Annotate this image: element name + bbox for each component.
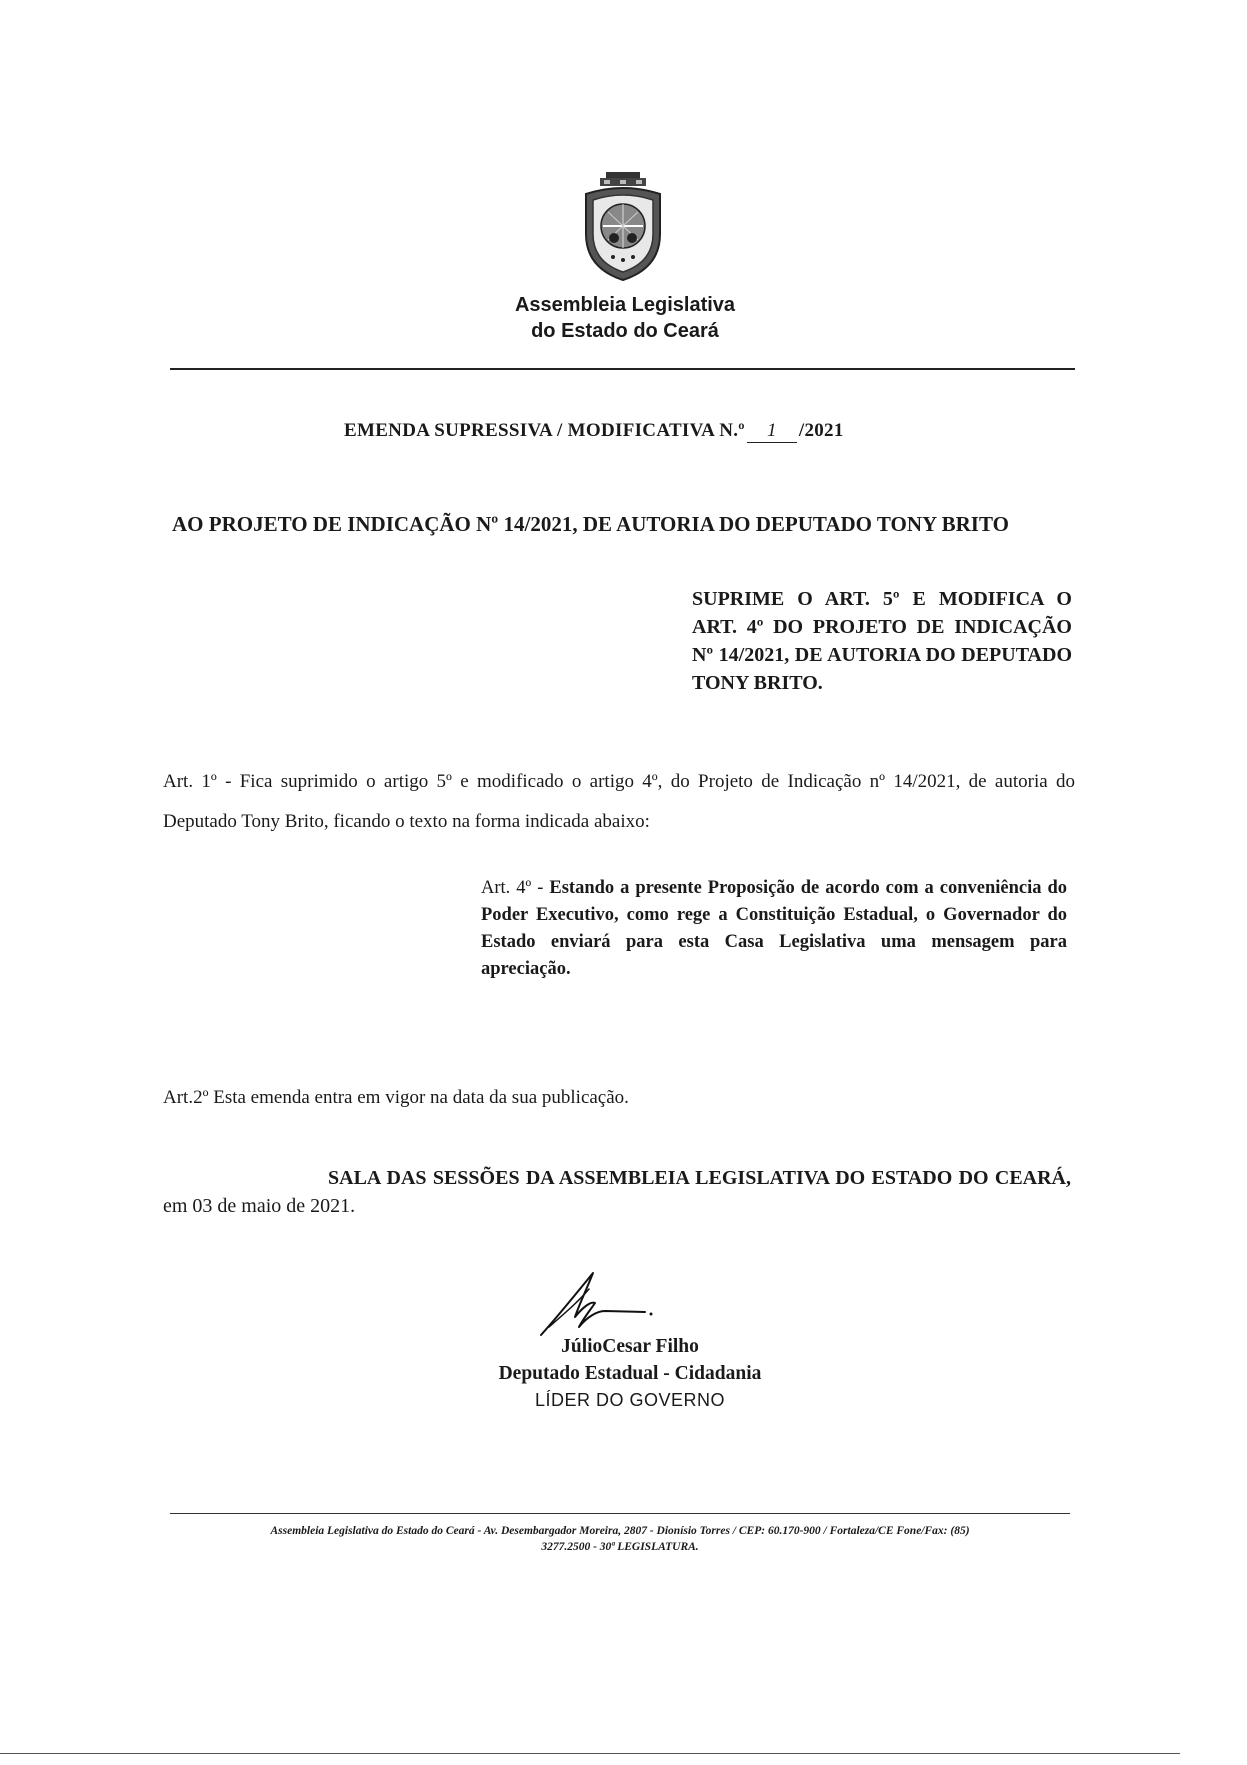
header-divider [170,368,1075,370]
title-suffix: /2021 [798,420,844,441]
article-2-text: Art.2º Esta emenda entra em vigor na data da sua publicação. [163,1087,629,1108]
article-4-body: Estando a presente Proposição de acordo com a conveniência do Poder Executivo, como rege a Constituição Estadual, o Governador do Estado enviará para esta Casa Legislativa uma mensagem para apreciação. [481,878,1068,979]
page-bottom-line [0,1753,1180,1754]
institution-line-2: do Estado do Ceará [531,320,719,342]
article-1-text: Art. 1º - Fica suprimido o artigo 5º e modificado o artigo 4º, do Projeto de Indicação nº 14/2021, de autoria do Deputado Tony Brito, ficando o texto na forma indicada abaixo: [163,771,1075,832]
article-4-lead: Art. 4º - [481,878,544,898]
footer-divider [170,1513,1070,1514]
subject-line: AO PROJETO DE INDICAÇÃO Nº 14/2021, DE AUTORIA DO DEPUTADO TONY BRITO [172,512,1009,536]
title-prefix: EMENDA SUPRESSIVA / MODIFICATIVA N.º [344,420,745,441]
signer-name: JúlioCesar Filho [561,1336,699,1357]
signer-title: LÍDER DO GOVERNO [534,1390,726,1410]
signer-block [430,1333,830,1414]
article-4-block [481,875,1067,983]
closing-session-room: SALA DAS SESSÕES DA ASSEMBLEIA LEGISLATIVA DO ESTADO DO CEARÁ, [328,1167,1071,1189]
document-title [344,420,844,443]
institution-line-1: Assembleia Legislativa [514,294,736,316]
ementa-summary: SUPRIME O ART. 5º E MODIFICA O ART. 4º DO PROJETO DE INDICAÇÃO Nº 14/2021, DE AUTORIA DO DEPUTADO TONY BRITO. [692,588,1072,694]
footer-line-2: 3277.2500 - 30ª LEGISLATURA. [541,1541,699,1553]
amendment-number: 1 [747,420,797,443]
signer-role: Deputado Estadual - Cidadania [498,1363,762,1384]
footer-address [160,1523,1080,1555]
closing-statement [163,1164,1071,1220]
institution-name [470,292,780,344]
closing-date: em 03 de maio de 2021. [163,1195,356,1217]
state-coat-of-arms-icon [576,168,670,284]
footer-line-1: Assembleia Legislativa do Estado do Ceará - Av. Desembargador Moreira, 2807 - Dionísio Torres / CEP: 60.170-900 / Fortaleza/CE Fone/Fax: (85) [270,1525,970,1537]
